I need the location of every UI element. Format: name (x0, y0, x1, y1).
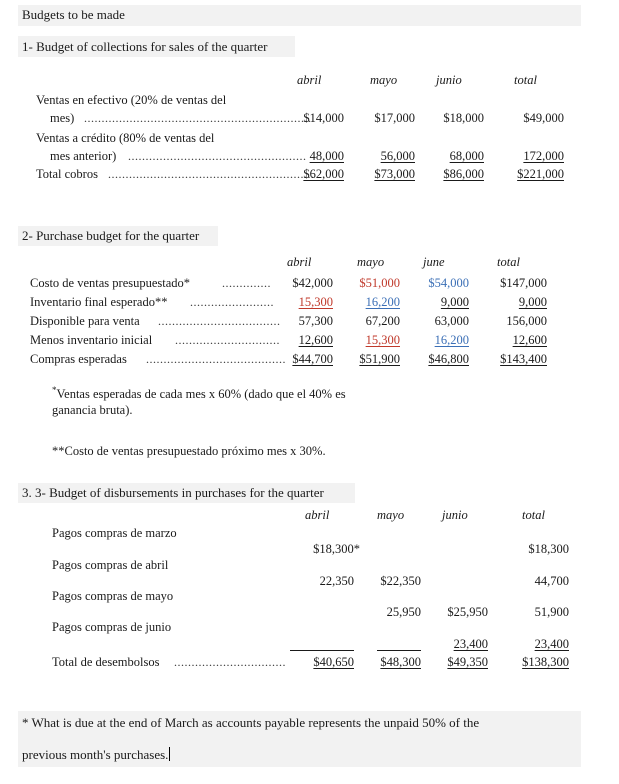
total-rule (290, 650, 354, 651)
s1-total-junio: $86,000 (443, 167, 484, 181)
footnote-line1: * What is due at the end of March as accounts payable represents the unpaid 50% of the (22, 715, 480, 730)
s1-row-cash-sales-label-cont: mes) (50, 111, 75, 125)
s2-header-june: june (423, 255, 445, 269)
s1-header-mayo: mayo (370, 73, 398, 87)
intro-heading: Budgets to be made (22, 7, 125, 22)
s3-header-mayo: mayo (377, 508, 405, 522)
s3-row-march-label: Pagos compras de marzo (52, 526, 177, 540)
s1-row-total-label: Total cobros (36, 167, 98, 181)
s3-header-total: total (522, 508, 545, 522)
s1-header-junio: junio (436, 73, 462, 87)
s2-beginning-june: 16,200 (434, 333, 469, 347)
section2-title: 2- Purchase budget for the quarter (22, 228, 200, 243)
s3-row-may-label: Pagos compras de mayo (52, 589, 174, 603)
s1-header-abril: abril (297, 73, 322, 87)
s3-april-total: 44,700 (534, 574, 569, 588)
s3-total-total: $138,300 (522, 655, 569, 669)
s3-june-total: 23,400 (534, 637, 569, 651)
s1-credit-junio: 68,000 (449, 149, 484, 163)
leader-dots: .............. (222, 276, 271, 290)
s3-total-mayo: $48,300 (380, 655, 421, 669)
leader-dots: ................................................................. (84, 111, 312, 125)
leader-dots: .............................. (175, 333, 280, 347)
s2-cost-mayo: $51,000 (359, 276, 400, 290)
s2-header-abril: abril (287, 255, 312, 269)
s3-may-junio: $25,950 (447, 605, 488, 619)
s1-credit-total: 172,000 (523, 149, 564, 163)
s2-row-cost-label: Costo de ventas presupuestado* (30, 276, 191, 290)
s3-may-mayo: 25,950 (386, 605, 421, 619)
s3-may-total: 51,900 (534, 605, 569, 619)
s1-row-credit-sales-label: Ventas a crédito (80% de ventas del (36, 131, 215, 145)
s1-cash-mayo: $17,000 (374, 111, 415, 125)
footnote-line2[interactable] (22, 747, 170, 763)
s2-available-total: 156,000 (506, 314, 547, 328)
s2-available-june: 63,000 (434, 314, 469, 328)
s1-credit-abril: 48,000 (309, 149, 344, 163)
s2-ending-mayo: 16,200 (365, 295, 400, 309)
s2-cost-june: $54,000 (428, 276, 469, 290)
s1-row-cash-sales-label: Ventas en efectivo (20% de ventas del (36, 93, 227, 107)
section2-note1-cont: ganancia bruta). (52, 403, 133, 417)
s3-total-abril: $40,650 (313, 655, 354, 669)
s2-purchases-abril: $44,700 (292, 352, 333, 366)
note1-text: Ventas esperadas de cada mes x 60% (dado que el 40% es (56, 387, 346, 402)
s1-total-abril: $62,000 (303, 167, 344, 181)
s2-purchases-mayo: $51,900 (359, 352, 400, 366)
text-cursor (169, 747, 170, 761)
section3-title: 3. 3- Budget of disbursements in purchases for the quarter (22, 485, 324, 500)
s2-ending-total: 9,000 (518, 295, 547, 309)
s3-june-junio: 23,400 (453, 637, 488, 651)
s3-march-total: $18,300 (528, 542, 569, 556)
s2-beginning-total: 12,600 (512, 333, 547, 347)
s3-march-abril: $18,300* (313, 542, 360, 556)
leader-dots: ................................................... (128, 149, 307, 163)
s3-row-total-label: Total de desembolsos (52, 655, 160, 669)
section1-title: 1- Budget of collections for sales of the quarter (22, 39, 268, 54)
s3-row-june-label: Pagos compras de junio (52, 620, 172, 634)
section2-note1 (52, 385, 346, 402)
s2-row-beginning-inventory-label: Menos inventario inicial (30, 333, 153, 347)
s2-header-total: total (497, 255, 520, 269)
total-rule (377, 650, 421, 651)
s2-header-mayo: mayo (357, 255, 385, 269)
s1-total-total: $221,000 (517, 167, 564, 181)
s3-total-junio: $49,350 (447, 655, 488, 669)
s3-april-abril: 22,350 (319, 574, 354, 588)
leader-dots: ........................ (190, 295, 274, 309)
s3-header-junio: junio (442, 508, 468, 522)
s3-row-april-label: Pagos compras de abril (52, 558, 169, 572)
s2-beginning-abril: 12,600 (298, 333, 333, 347)
section2-note2: **Costo de ventas presupuestado próximo mes x 30%. (52, 444, 326, 458)
asterisk-mark: * (52, 385, 57, 395)
s2-purchases-june: $46,800 (428, 352, 469, 366)
leader-dots: ................................... (158, 314, 281, 328)
s1-cash-abril: $14,000 (303, 111, 344, 125)
s1-row-credit-sales-label-cont: mes anterior) (50, 149, 117, 163)
s2-row-available-label: Disponible para venta (30, 314, 140, 328)
s2-beginning-mayo: 15,300 (365, 333, 400, 347)
s2-available-mayo: 67,200 (365, 314, 400, 328)
s2-row-purchases-label: Compras esperadas (30, 352, 127, 366)
s2-ending-june: 9,000 (440, 295, 469, 309)
s2-cost-total: $147,000 (500, 276, 547, 290)
s2-purchases-total: $143,400 (500, 352, 547, 366)
leader-dots: ........................................ (146, 352, 286, 366)
s3-header-abril: abril (305, 508, 330, 522)
s2-ending-abril: 15,300 (298, 295, 333, 309)
footnote-line2-text: previous month's purchases. (22, 747, 169, 762)
leader-dots: ........................................................... (108, 167, 315, 181)
leader-dots: ................................ (174, 655, 286, 669)
s1-total-mayo: $73,000 (374, 167, 415, 181)
s1-cash-total: $49,000 (523, 111, 564, 125)
s1-credit-mayo: 56,000 (380, 149, 415, 163)
s2-row-ending-inventory-label: Inventario final esperado** (30, 295, 168, 309)
s1-header-total: total (514, 73, 537, 87)
s3-april-mayo: $22,350 (380, 574, 421, 588)
s2-available-abril: 57,300 (298, 314, 333, 328)
s1-cash-junio: $18,000 (443, 111, 484, 125)
s2-cost-abril: $42,000 (292, 276, 333, 290)
